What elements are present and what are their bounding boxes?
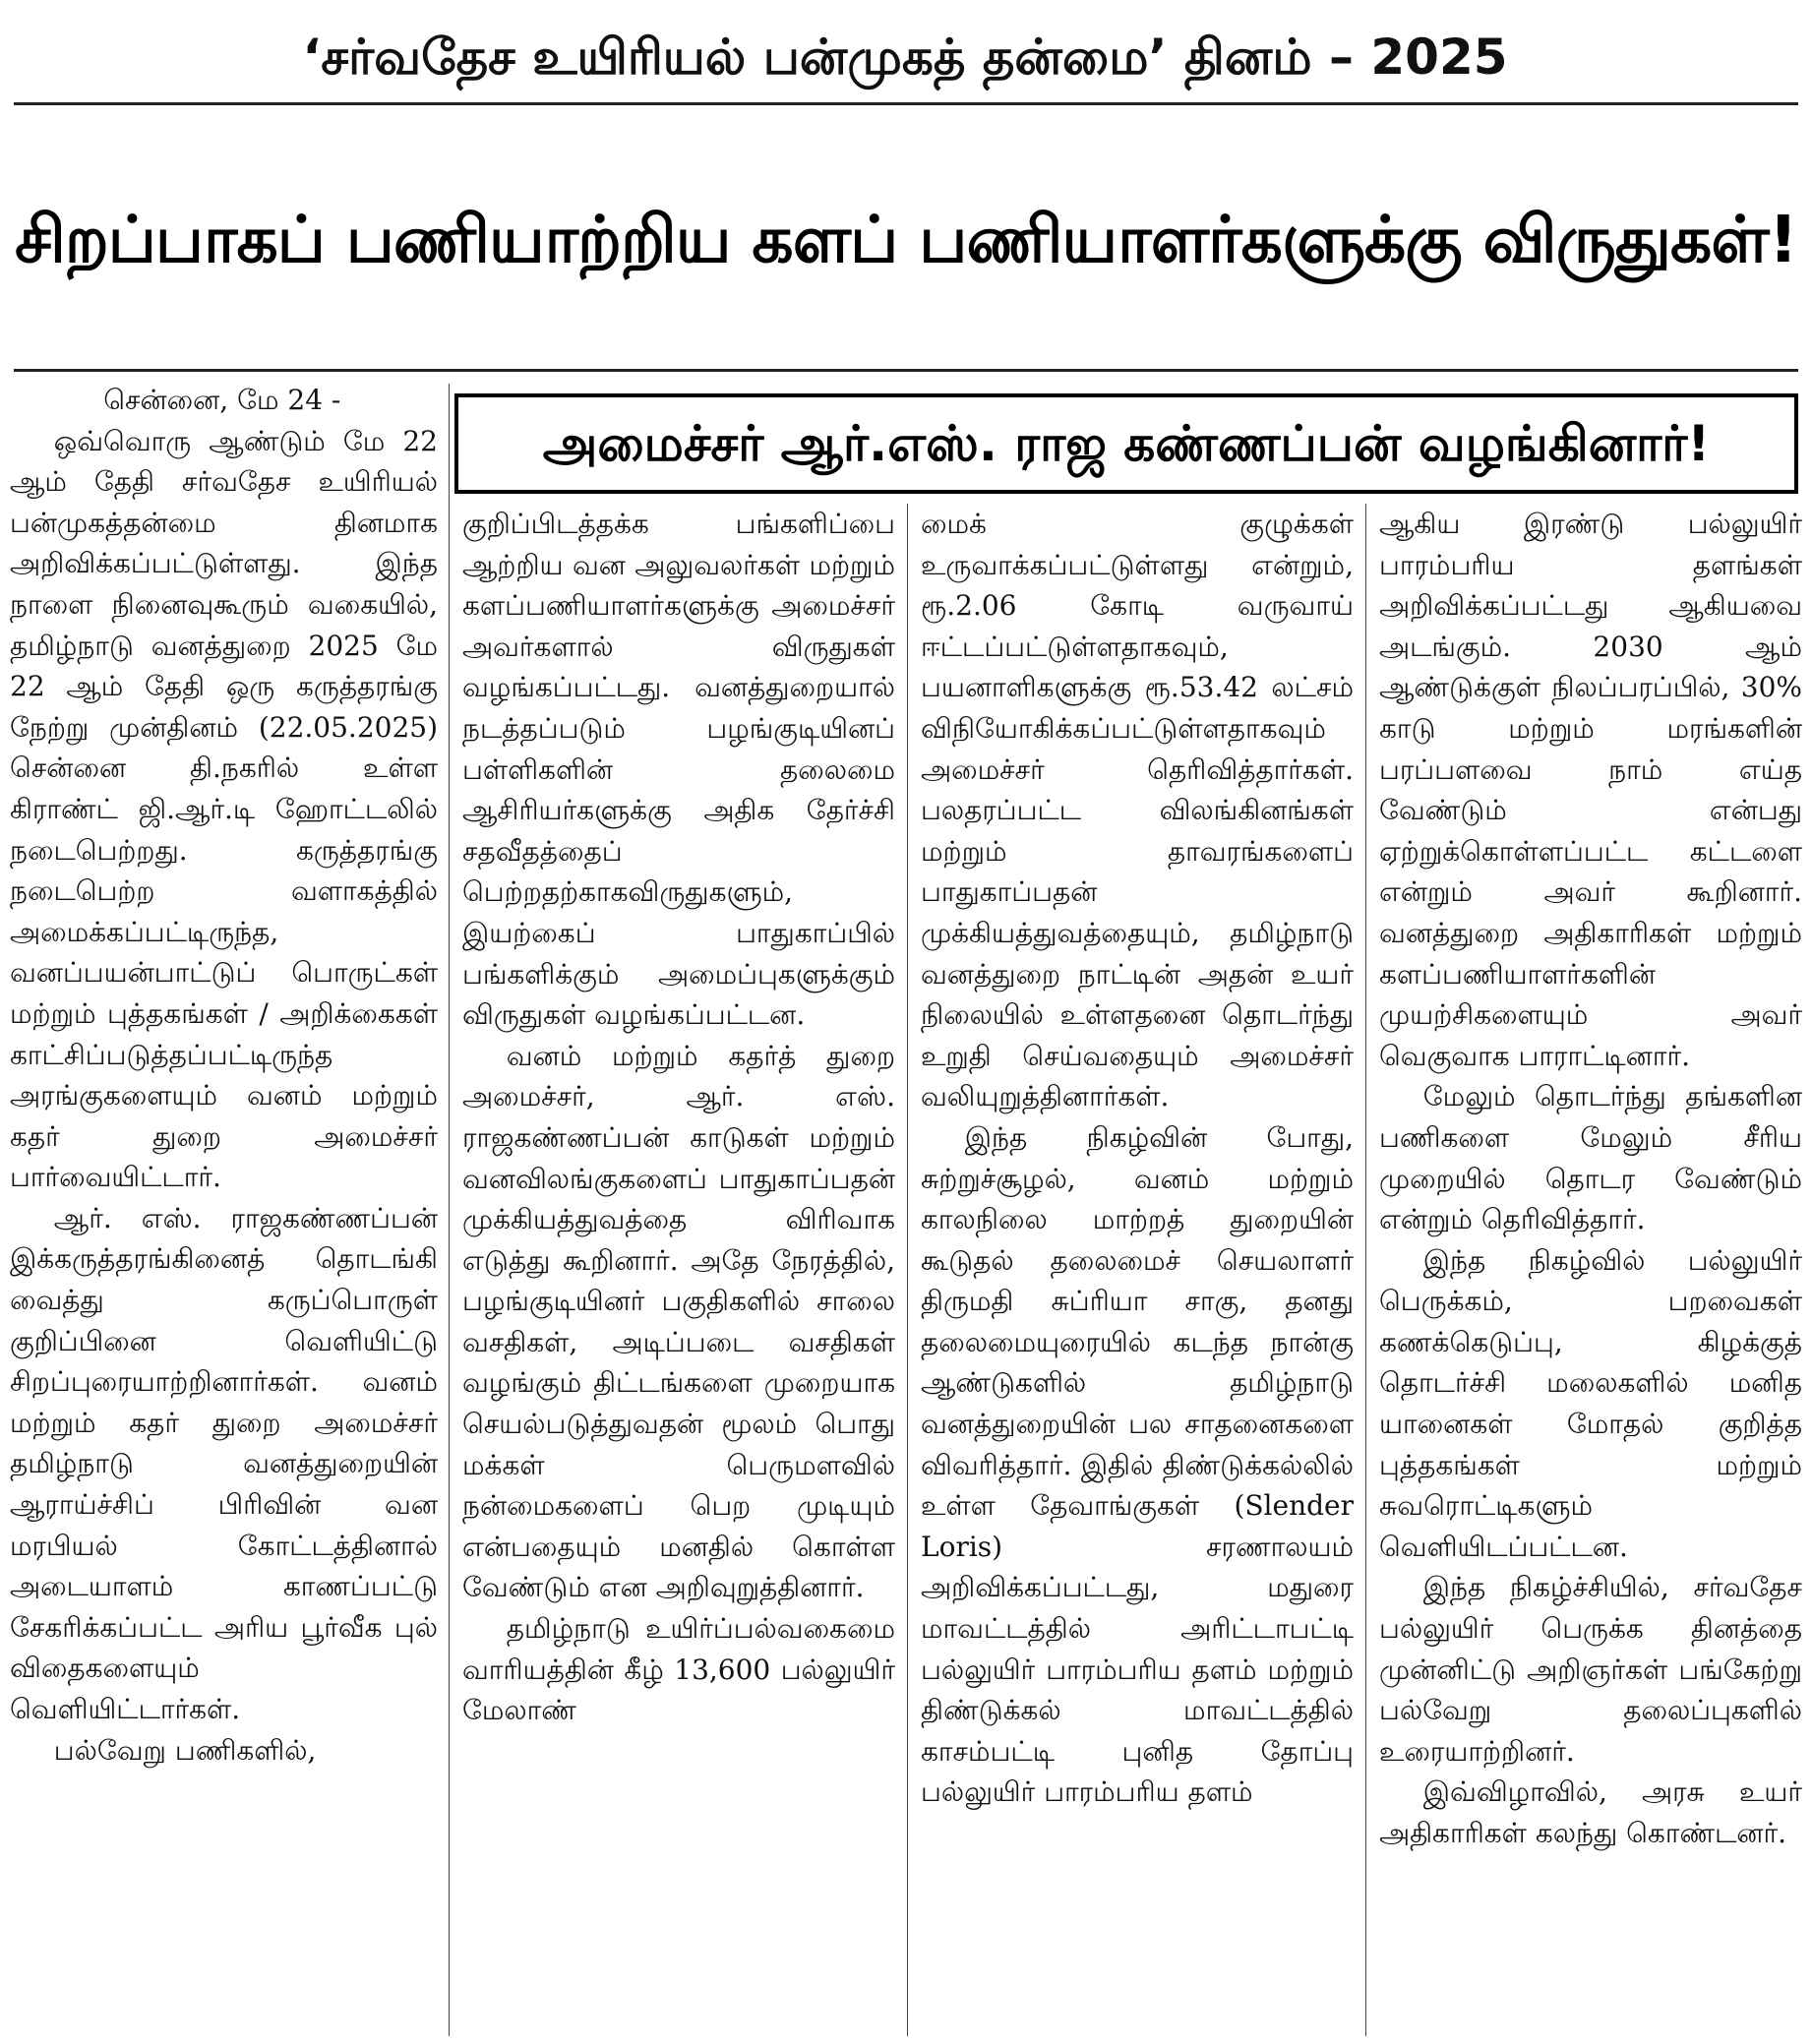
article-paragraph: ஆர். எஸ். ராஜகண்ணப்பன் இக்கருத்தரங்கினைத் தொடங்கி வைத்து கருப்பொருள் குறிப்பினை வெளியிட்டு சிறப்புரையாற்றினார்கள். வனம் மற்றும் கதர் துறை அமைச்சர் தமிழ்நாடு வனத்துறையின் ஆராய்ச்சிப் பிரிவின் வன மரபியல் கோட்டத்தினால் அடையாளம் காணப்பட்டு சேகரிக்கப்பட்ட அரிய பூர்வீக புல் விதைகளையும் வெளியிட்டார்கள். [10,1201,438,1725]
article-paragraph: இவ்விழாவில், அரசு உயர் அதிகாரிகள் கலந்து கொண்டனர். [1379,1775,1802,1849]
article-column-1 [10,380,438,2038]
article-column-4 [1379,504,1802,2038]
article-paragraph: குறிப்பிடத்தக்க பங்களிப்பை ஆற்றிய வன அலுவலர்கள் மற்றும் களப்பணியாளர்களுக்கு அமைச்சர் அவர்களால் விருதுகள் வழங்கப்பட்டது. வனத்துறையால் நடத்தப்படும் பழங்குடியினப் பள்ளிகளின் தலைமை ஆசிரியர்களுக்கு அதிக தேர்ச்சி சதவீதத்தைப் பெற்றதற்காகவிருதுகளும், இயற்கைப் பாதுகாப்பில் பங்களிக்கும் அமைப்புகளுக்கும் விருதுகள் வழங்கப்பட்டன. [462,508,895,1032]
article-paragraph: பல்வேறு பணிகளில், [53,1733,317,1767]
article-paragraph: ஒவ்வொரு ஆண்டும் மே 22 ஆம் தேதி சர்வதேச உயிரியல் பன்முகத்தன்மை தினமாக அறிவிக்கப்பட்டுள்ளது. இந்த நாளை நினைவுகூரும் வகையில், தமிழ்நாடு வனத்துறை 2025 மே 22 ஆம் தேதி ஒரு கருத்தரங்கு நேற்று முன்தினம் (22.05.2025) சென்னை தி.நகரில் உள்ள கிராண்ட் ஜி.ஆர்.டி ஹோட்டலில் நடைபெற்றது. கருத்தரங்கு நடைபெற்ற வளாகத்தில் அமைக்கப்பட்டிருந்த, வனப்பயன்பாட்டுப் பொருட்கள் மற்றும் புத்தகங்கள் / அறிக்கைகள் காட்சிப்படுத்தப்பட்டிருந்த அரங்குகளையும் வனம் மற்றும் கதர் துறை அமைச்சர் பார்வையிட்டார். [10,424,438,1194]
headline-rule [14,369,1798,372]
article-paragraph: வனம் மற்றும் கதர்த் துறை அமைச்சர், ஆர். எஸ். ராஜகண்ணப்பன் காடுகள் மற்றும் வனவிலங்குகளைப் பாதுகாப்பதன் முக்கியத்துவத்தை விரிவாக எடுத்து கூறினார். அதே நேரத்தில், பழங்குடியினர் பகுதிகளில் சாலை வசதிகள், அடிப்படை வசதிகள் வழங்கும் திட்டங்களை முறையாக செயல்படுத்துவதன் மூலம் பொது மக்கள் பெருமளவில் நன்மைகளைப் பெற முடியும் என்பதையும் மனதில் கொள்ள வேண்டும் என அறிவுறுத்தினார். [462,1039,895,1604]
article-column-3 [921,504,1354,2038]
kicker-title: ‘சர்வதேச உயிரியல் பன்முகத் தன்மை’ தினம் – 2025 [302,29,1508,86]
article-paragraph: ஆகிய இரண்டு பல்லுயிர் பாரம்பரிய தளங்கள் அறிவிக்கப்பட்டது ஆகியவை அடங்கும். 2030 ஆம் ஆண்டுக்குள் நிலப்பரப்பில், 30% காடு மற்றும் மரங்களின் பரப்பளவை நாம் எய்த வேண்டும் என்பது ஏற்றுக்கொள்ளப்பட்ட கட்டளை என்றும் அவர் கூறினார். வனத்துறை அதிகாரிகள் மற்றும் களப்பணியாளர்களின் முயற்சிகளையும் அவர் வெகுவாக பாராட்டினார். [1379,508,1802,1072]
article-paragraph: இந்த நிகழ்ச்சியில், சர்வதேச பல்லுயிர் பெருக்க தினத்தை முன்னிட்டு அறிஞர்கள் பங்கேற்று பல்வேறு தலைப்புகளில் உரையாற்றினர். [1379,1571,1802,1768]
subheadline: அமைச்சர் ஆர்.எஸ். ராஜ கண்ணப்பன் வழங்கினார்! [542,415,1711,472]
article-paragraph: இந்த நிகழ்வில் பல்லுயிர் பெருக்கம், பறவைகள் கணக்கெடுப்பு, கிழக்குத் தொடர்ச்சி மலைகளில் மனித யானைகள் மோதல் குறித்த புத்தகங்கள் மற்றும் சுவரொட்டிகளும் வெளியிடப்பட்டன. [1379,1243,1802,1563]
article-column-2 [462,504,895,2038]
article-paragraph: தமிழ்நாடு உயிர்ப்பல்வகைமை வாரியத்தின் கீழ் 13,600 பல்லுயிர் மேலாண் [462,1612,895,1727]
dateline: சென்னை, மே 24 - [103,384,341,416]
article-paragraph: மேலும் தொடர்ந்து தங்களின பணிகளை மேலும் சீரிய முறையில் தொடர வேண்டும் என்றும் தெரிவித்தார். [1379,1080,1802,1236]
headline: சிறப்பாகப் பணியாற்றிய களப் பணியாளர்களுக்கு விருதுகள்! [15,202,1797,277]
top-rule [14,102,1798,105]
article-paragraph: மைக் குழுக்கள் உருவாக்கப்பட்டுள்ளது என்றும், ரூ.2.06 கோடி வருவாய் ஈட்டப்பட்டுள்ளதாகவும், பயனாளிகளுக்கு ரூ.53.42 லட்சம் விநியோகிக்கப்பட்டுள்ளதாகவும் அமைச்சர் தெரிவித்தார்கள். பலதரப்பட்ட விலங்கினங்கள் மற்றும் தாவரங்களைப் பாதுகாப்பதன் முக்கியத்துவத்தையும், தமிழ்நாடு வனத்துறை நாட்டின் அதன் உயர் நிலையில் உள்ளதனை தொடர்ந்து உறுதி செய்வதையும் அமைச்சர் வலியுறுத்தினார்கள். [921,508,1354,1113]
column-divider [1365,504,1366,2036]
column-divider [449,384,450,2036]
column-divider [907,504,908,2036]
subheadline-box [454,393,1798,494]
article-paragraph: இந்த நிகழ்வின் போது, சுற்றுச்சூழல், வனம் மற்றும் காலநிலை மாற்றத் துறையின் கூடுதல் தலைமைச் செயலாளர் திருமதி சுப்ரியா சாகு, தனது தலைமையுரையில் கடந்த நான்கு ஆண்டுகளில் தமிழ்நாடு வனத்துறையின் பல சாதனைகளை விவரித்தார். இதில் திண்டுக்கல்லில் உள்ள தேவாங்குகள் (Slender Loris) சரணாலயம் அறிவிக்கப்பட்டது, மதுரை மாவட்டத்தில் அரிட்டாபட்டி பல்லுயிர் பாரம்பரிய தளம் மற்றும் திண்டுக்கல் மாவட்டத்தில் காசம்பட்டி புனித தோப்பு பல்லுயிர் பாரம்பரிய தளம் [921,1120,1354,1809]
